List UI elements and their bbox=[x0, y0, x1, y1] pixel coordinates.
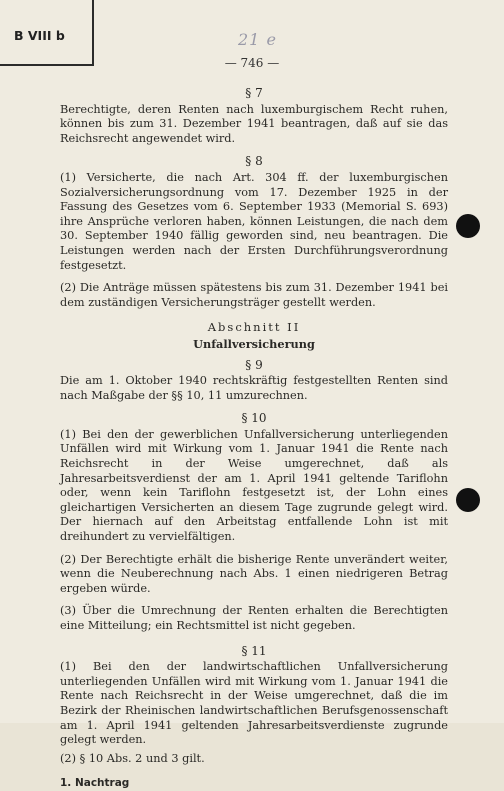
punch-hole-lower bbox=[456, 488, 480, 512]
punch-hole-upper bbox=[456, 214, 480, 238]
section-heading: § 9 bbox=[245, 357, 263, 372]
paragraph: Die am 1. Oktober 1940 rechtskräftig festgestellten Renten sind nach Maßgabe der §§ 10, 11 umzurechnen. bbox=[60, 374, 448, 402]
paragraph: (2) § 10 Abs. 2 und 3 gilt. bbox=[60, 751, 205, 765]
paragraph: (2) Der Berechtigte erhält die bisherige Rente unverändert weiter, wenn die Neuberechnung nach Abs. 1 einen niedrigeren Betrag ergeben würde. bbox=[60, 552, 448, 595]
abschnitt-title: Abschnitt II bbox=[207, 320, 301, 335]
section-heading: § 11 bbox=[241, 643, 267, 658]
section-heading: § 8 bbox=[245, 154, 263, 169]
paragraph: Berechtigte, deren Renten nach luxemburgischem Recht ruhen, können bis zum 31. Dezember 1941 beantragen, daß auf sie das Reichsrecht angewendet wird. bbox=[60, 102, 448, 145]
section-heading: § 10 bbox=[241, 411, 267, 426]
paragraph: (1) Versicherte, die nach Art. 304 ff. der luxemburgischen Sozialversicherungsordnung vom 17. Dezember 1925 in der Fassung des Gesetzes vom 6. September 1933 (Memorial S. 693) ihre Ansprüche verloren haben, können Leistungen, die nach dem 30. September 1940 fällig geworden sind, neu beantragen. Die Leistungen werden nach der Ersten Durchführungsverordnung festgesetzt. bbox=[60, 170, 448, 272]
document-body bbox=[60, 80, 448, 791]
abschnitt-subtitle: Unfallversicherung bbox=[193, 336, 315, 351]
paragraph: (1) Bei den der gewerblichen Unfallversicherung unterliegenden Unfällen wird mit Wirkung vom 1. Januar 1941 die Rente nach Reichsrecht in der Weise umgerechnet, daß als Jahresarbeitsverdienst der am 1. April 1941 geltende Tariflohn oder, wenn kein Tariflohn festgesetzt ist, der Lohn eines gleichartigen Versicherten an diesem Tage zugrunde gelegt wird. Der hiernach auf den Arbeitstag entfallende Lohn ist mit dreihundert zu vervielfältigen. bbox=[60, 427, 448, 544]
paragraph: (2) Die Anträge müssen spätestens bis zum 31. Dezember 1941 bei dem zuständigen Versicherungsträger gestellt werden. bbox=[60, 281, 448, 309]
corner-label: B VIII b bbox=[14, 28, 65, 43]
section-heading: § 7 bbox=[245, 86, 263, 100]
paragraph: (1) Bei den der landwirtschaftlichen Unfallversicherung unterliegenden Unfällen wird mit Wirkung vom 1. Januar 1941 die Rente nach Reichsrecht in der Weise umgerechnet, daß die im Bezirk der Rheinischen landwirtschaftlichen Berufsgenossenschaft am 1. April 1941 geltenden Jahresarbeitsverdienste zugrunde gelegt werden. bbox=[60, 660, 448, 747]
nachtrag-label: 1. Nachtrag bbox=[60, 777, 130, 790]
page-number: — 746 — bbox=[224, 56, 280, 70]
paragraph: (3) Über die Umrechnung der Renten erhalten die Berechtigten eine Mitteilung; ein Rechtsmittel ist nicht gegeben. bbox=[60, 604, 448, 632]
handwritten-note: 21 e bbox=[238, 30, 277, 49]
